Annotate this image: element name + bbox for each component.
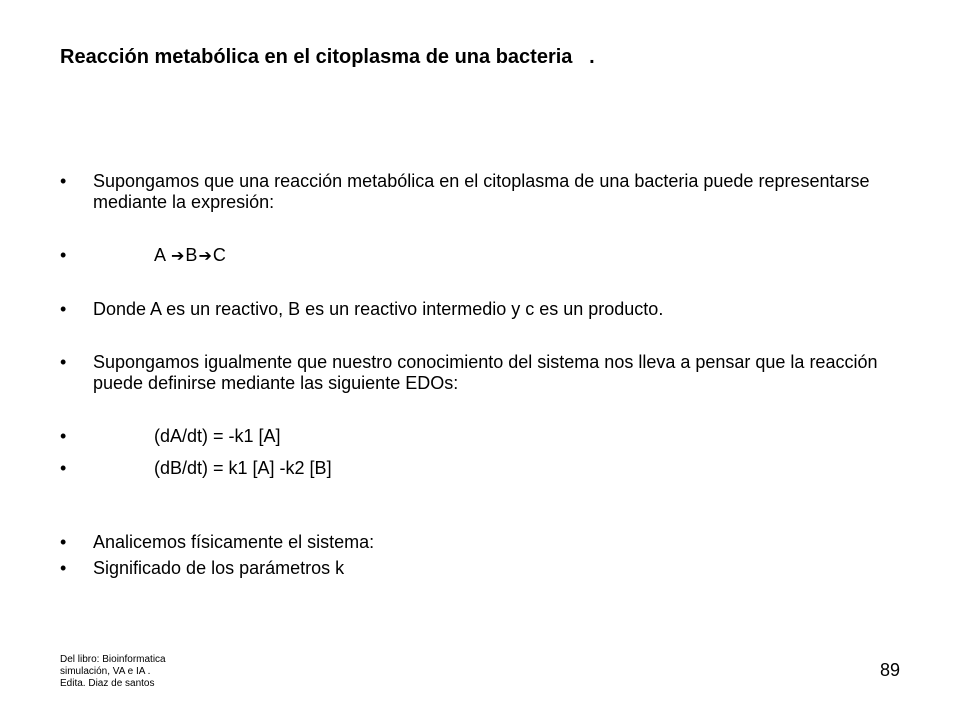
bullet-dot-icon: • [60, 426, 67, 446]
bullet-dot-icon: • [60, 532, 67, 552]
bullet-equation-a [60, 426, 900, 447]
bullet-dot-icon: • [60, 558, 67, 578]
bullet-assumption [60, 352, 900, 394]
bullet-parameters [60, 558, 900, 579]
arrow-right-icon: ➔ [198, 248, 212, 265]
equation-da-dt: (dA/dt) = -k1 [A] [154, 426, 281, 446]
species-c: C [212, 245, 226, 265]
bullet-dot-icon: • [60, 299, 67, 319]
bullet-reaction [60, 245, 900, 267]
equation-db-dt: (dB/dt) = k1 [A] -k2 [B] [154, 458, 332, 478]
bullet-intro [60, 171, 900, 213]
bullet-analysis [60, 532, 900, 553]
reaction-expression [93, 245, 226, 265]
source-note-line: Del libro: Bioinformatica [60, 654, 166, 665]
arrow-right-icon: ➔ [171, 248, 185, 265]
page-number: 89 [880, 660, 901, 680]
bullet-dot-icon: • [60, 352, 67, 372]
bullet-definitions [60, 299, 900, 320]
bullet-text: Supongamos igualmente que nuestro conocimiento del sistema nos lleva a pensar que la reacción puede definirse mediante las siguiente EDOs: [93, 352, 878, 393]
bullet-dot-icon: • [60, 171, 67, 191]
bullet-equation-b [60, 458, 900, 479]
bullet-text: Supongamos que una reacción metabólica en el citoplasma de una bacteria puede representarse mediante la expresión: [93, 171, 870, 212]
slide-title: Reacción metabólica en el citoplasma de una bacteria . [60, 46, 595, 68]
bullet-list [60, 171, 900, 579]
bullet-text: Significado de los parámetros k [93, 558, 345, 578]
source-note-line: Edita. Diaz de santos [60, 678, 155, 689]
bullet-dot-icon: • [60, 245, 67, 265]
species-b: B [185, 245, 198, 265]
bullet-text: Analicemos físicamente el sistema: [93, 532, 375, 552]
bullet-text: Donde A es un reactivo, B es un reactivo intermedio y c es un producto. [93, 299, 664, 319]
source-note [60, 654, 166, 690]
bullet-dot-icon: • [60, 458, 67, 478]
source-note-line: simulación, VA e IA . [60, 666, 151, 677]
species-a: A [154, 245, 171, 265]
